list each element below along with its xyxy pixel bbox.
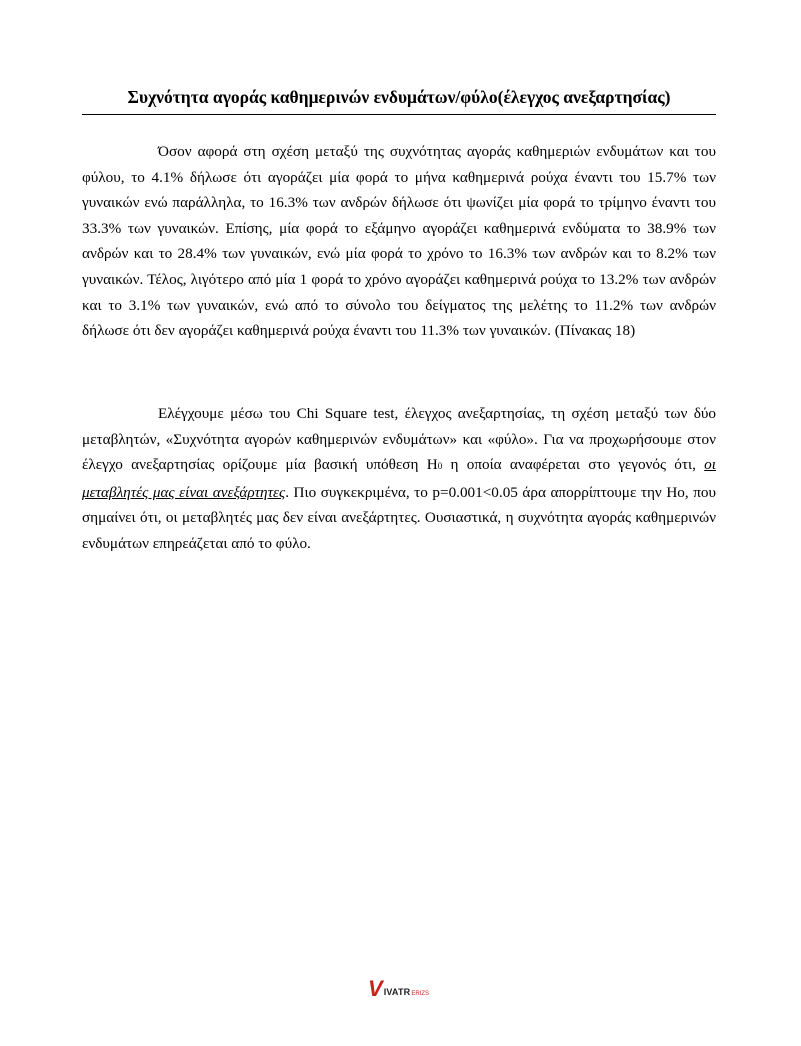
hypothesis-subscript: 0 <box>437 461 443 472</box>
section-heading-container <box>82 84 716 115</box>
logo-suffix: ERIZS <box>411 991 430 997</box>
chi-square-text-part2: η οποία αναφέρεται στο γεγονός ότι, <box>442 456 705 474</box>
paragraph-chi-square-test <box>82 401 716 557</box>
paragraph-frequency-text: Όσον αφορά στη σχέση μεταξύ της συχνότητας αγοράς καθημεριών ενδυμάτων και του φύλου, το 4.1% δήλωσε ότι αγοράζει μία φορά το μήνα καθημερινά ρούχα έναντι του 15.7% των γυναικών ενώ παράλληλα, το 16.3% των ανδρών δήλωσε ότι ψωνίζει μία φορά το τρίμηνο έναντι του 33.3% των γυναικών. Επίσης, μία φορά το εξάμηνο αγοράζει καθημερινά ενδύματα το 38.9% των ανδρών και το 28.4% των γυναικών, ενώ μία φορά το χρόνο το 16.3% των ανδρών και το 8.2% των γυναικών. Τέλος, λιγότερο από μία 1 φορά το χρόνο αγοράζει καθημερινά ρούχα το 13.2% των ανδρών και το 3.1% των γυναικών, ενώ από το σύνολο του δείγματος της μελέτης το 11.2% των ανδρών δήλωσε ότι δεν αγοράζει καθημερινά ρούχα έναντι του 11.3% των γυναικών. (Πίνακας 18) <box>82 143 716 340</box>
logo-mark: V <box>368 976 383 1001</box>
logo-text: IVATR <box>383 987 411 997</box>
paragraph-frequency-results <box>82 139 716 344</box>
section-heading: Συχνότητα αγοράς καθημερινών ενδυμάτων/φύλο(έλεγχος ανεξαρτησίας) <box>127 87 671 107</box>
chi-square-text-part3: . Πιο συγκεκριμένα, το p=0.001<0.05 άρα απορρίπτουμε την Ho, που σημαίνει ότι, οι μεταβλητές μας δεν είναι ανεξάρτητες. Ουσιαστικά, η συχνότητα αγοράς καθημερινών ενδυμάτων επηρεάζεται από το φύλο. <box>82 483 717 552</box>
hypothesis-emphasis: οι μεταβλητές μας είναι ανεξάρτητες <box>82 456 716 501</box>
footer-logo <box>368 976 448 1000</box>
chi-square-text-part1: Ελέγχουμε μέσω του Chi Square test, έλεγχος ανεξαρτησίας, τη σχέση μεταξύ των δύο μεταβλητών, «Συχνότητα αγορών καθημερινών ενδυμάτων» και «φύλο». Για να προχωρήσουμε στον έλεγχο ανεξαρτησίας ορίζουμε μία βασική υπόθεση H <box>82 405 716 474</box>
